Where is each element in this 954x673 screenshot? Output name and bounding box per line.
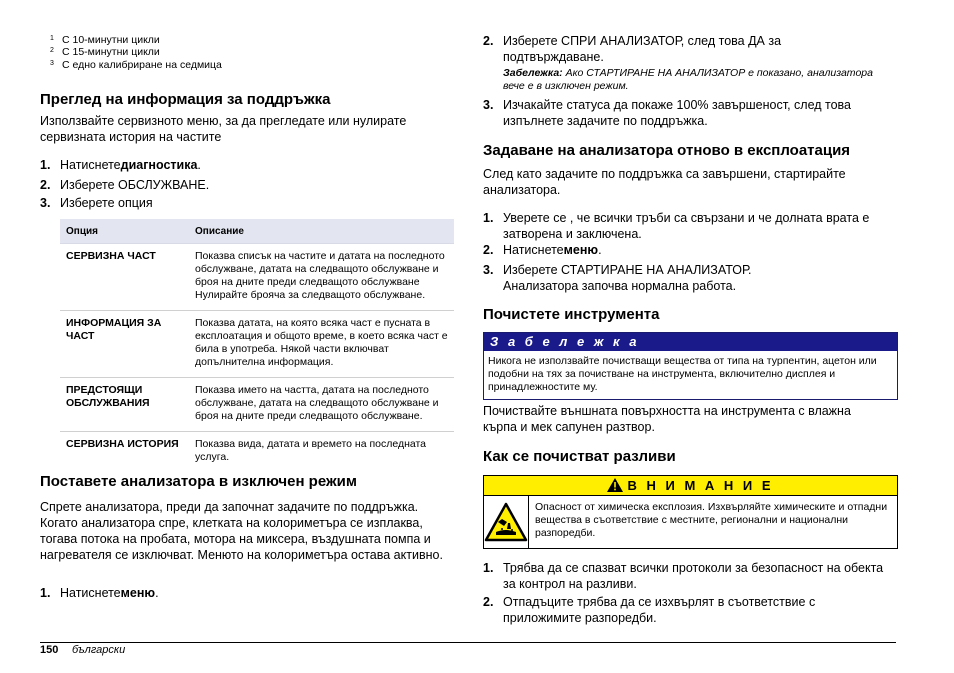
maintenance-step-1: 1. Натиснетедиагностика. <box>40 158 201 172</box>
maintenance-step-3: 3. Изберете опция <box>40 196 153 210</box>
table-row <box>60 432 454 473</box>
table-header-row <box>60 219 454 244</box>
note-box-title: З а б е л е ж к а <box>484 333 897 351</box>
table-header-description: Описание <box>189 219 454 244</box>
page-number: 150 <box>40 644 59 656</box>
options-table <box>60 219 454 472</box>
table-cell-description: Показва списък на частите и датата на последното обслужване, датата на следващото обслужване и броя на дните преди следващото обслужване Нулирайте брояча за следващото обслужване. <box>189 244 454 311</box>
table-cell-description: Показва името на частта, датата на последното обслужване, датата на следващото обслужване и броя на дните преди следващото обслужване. <box>189 378 454 432</box>
warning-box-text: Опасност от химическа експлозия. Изхвърляйте химическите и отпадни вещества в съответствие с местните, регионални и национални разпоредби. <box>535 501 888 539</box>
table-cell-description: Показва вида, датата и времето на последната услуга. <box>195 438 427 463</box>
maintenance-intro: Използвайте сервизното меню, за да прегледате или нулирате сервизната история на частите <box>40 114 407 144</box>
page-language: български <box>72 644 126 656</box>
warning-box-header <box>484 476 897 496</box>
footnote-1: 1 С 10-минутни цикли <box>50 34 160 46</box>
note-box <box>483 332 898 400</box>
section-heading-standby: Поставете анализатора в изключен режим <box>40 473 357 490</box>
section-heading-clean: Почистете инструмента <box>483 306 660 323</box>
section-heading-spills: Как се почистват разливи <box>483 448 676 465</box>
warning-triangle-icon <box>607 478 623 497</box>
table-cell-option: ИНФОРМАЦИЯ ЗА ЧАСТ <box>60 311 189 378</box>
restart-step-2: 2. Натиснетеменю. <box>483 243 602 257</box>
table-cell-option: ПРЕДСТОЯЩИ ОБСЛУЖВАНИЯ <box>60 378 189 432</box>
table-cell-description: Показва датата, на която всяка част е пусната в експлоатация и общото време, в което всяка част е била в употреба. Някой части включват допълнителна информация. <box>189 311 454 378</box>
spills-step-1: 1. Трябва да се спазват всички протоколи за безопасност на обекта за контрол на разливи. <box>483 561 884 591</box>
standby-step-3: 3. Изчакайте статуса да покаже 100% завършеност, след това изпълнете задачите по поддръжка. <box>483 98 851 128</box>
table-cell-option: СЕРВИЗНА ЧАСТ <box>60 244 189 311</box>
standby-intro: Спрете анализатора, преди да започнат задачите по поддръжка. Когато анализатора спре, клетката на колориметъра се изплаква, тогава потока на пробата, мотора на миксера, въздушната помпа и нагревателя се изключват. Менюто на колориметъра остава активно. <box>40 500 443 562</box>
table-row <box>60 378 454 432</box>
standby-step-2: 2. Изберете СПРИ АНАЛИЗАТОР, след това ДА за подтвърждаване. <box>483 34 782 64</box>
restart-step-3: 3. Изберете СТАРТИРАНЕ НА АНАЛИЗАТОР. Анализатора започва нормална работа. <box>483 263 752 293</box>
table-row <box>60 244 454 311</box>
footer-divider <box>40 642 896 643</box>
table-row <box>60 311 454 378</box>
section-heading-maintenance-info: Преглед на информация за поддръжка <box>40 91 331 108</box>
restart-intro: След като задачите по поддръжка са завършени, стартирайте анализатора. <box>483 167 846 197</box>
spills-step-2: 2. Отпадъците трябва да се изхвърлят в съответствие с приложимите разпоредби. <box>483 595 816 625</box>
section-heading-restart: Задаване на анализатора отново в експлоатация <box>483 142 851 159</box>
warning-box-title: В Н И М А Н И Е <box>627 478 774 493</box>
footnote-3: 3 С едно калибриране на седмица <box>50 59 222 71</box>
note-box-text: Никога не използвайте почистващи вещества от типа на турпентин, ацетон или подобни на тях за почистване на инструмента, включително дисплея и принадлежностите му. <box>488 355 877 393</box>
table-cell-option: СЕРВИЗНА ИСТОРИЯ <box>66 438 179 450</box>
clean-text: Почиствайте външната повърхността на инструмента с влажна кърпа и мек сапунен разтвор. <box>483 404 851 434</box>
restart-step-1: 1. Уверете се , че всички тръби са свързани и че долната врата е затворена и заключена. <box>483 211 870 241</box>
chemical-hazard-icon <box>484 496 529 548</box>
standby-step-1: 1. Натиснетеменю. <box>40 586 159 600</box>
footnote-2: 2 С 15-минутни цикли <box>50 46 160 58</box>
standby-note: Забележка: Ако СТАРТИРАНЕ НА АНАЛИЗАТОР е показано, анализатора вече е в изключен режим. <box>503 67 873 92</box>
table-header-option: Опция <box>60 219 189 244</box>
warning-box <box>483 475 898 549</box>
maintenance-step-2: 2. Изберете ОБСЛУЖВАНЕ. <box>40 178 210 192</box>
